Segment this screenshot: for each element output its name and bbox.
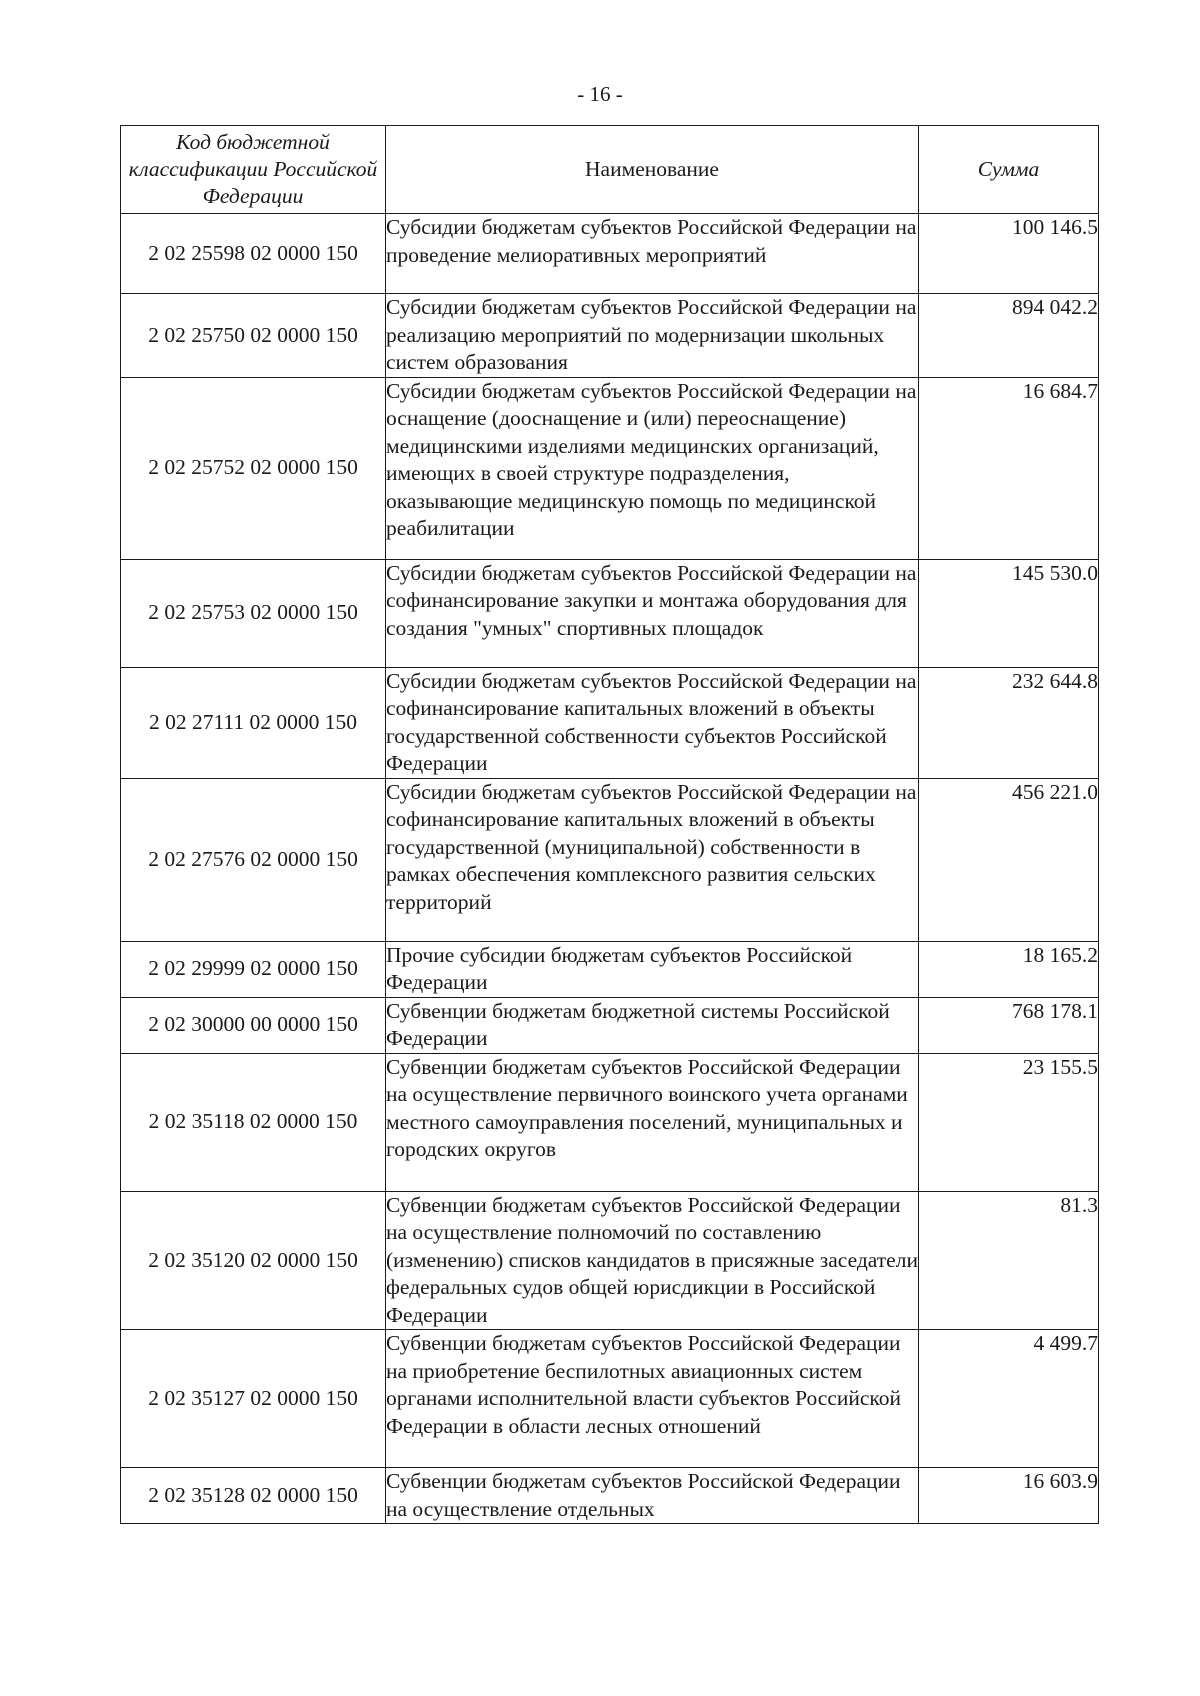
row-sum: 81.3 — [919, 1191, 1099, 1330]
row-name: Субвенции бюджетам субъектов Российской Федерации на осуществление первичного воинского учета органами местного самоуправления поселений, муниципальных и городских округов — [386, 1053, 919, 1191]
row-sum: 894 042.2 — [919, 294, 1099, 378]
row-name: Субсидии бюджетам субъектов Российской Федерации на софинансирование капитальных вложений в объекты государственной (муниципальной) собственности в рамках обеспечения комплексного развития сельских территорий — [386, 778, 919, 941]
row-name: Субвенции бюджетам субъектов Российской Федерации на осуществление отдельных — [386, 1468, 919, 1524]
table-row — [121, 997, 1099, 1053]
row-code: 2 02 25753 02 0000 150 — [121, 559, 386, 667]
row-sum: 232 644.8 — [919, 667, 1099, 778]
header-sum: Сумма — [919, 126, 1099, 214]
row-sum: 100 146.5 — [919, 214, 1099, 294]
page-number: - 16 - — [577, 82, 623, 106]
table-header-row — [121, 126, 1099, 214]
row-sum: 456 221.0 — [919, 778, 1099, 941]
row-code: 2 02 25750 02 0000 150 — [121, 294, 386, 378]
table-row — [121, 1053, 1099, 1191]
row-code: 2 02 30000 00 0000 150 — [121, 997, 386, 1053]
row-code: 2 02 35127 02 0000 150 — [121, 1330, 386, 1468]
row-code: 2 02 27111 02 0000 150 — [121, 667, 386, 778]
row-sum: 18 165.2 — [919, 941, 1099, 997]
row-sum: 4 499.7 — [919, 1330, 1099, 1468]
row-name: Субсидии бюджетам субъектов Российской Федерации на проведение мелиоративных мероприятий — [386, 214, 919, 294]
row-name: Прочие субсидии бюджетам субъектов Российской Федерации — [386, 941, 919, 997]
row-name: Субсидии бюджетам субъектов Российской Федерации на софинансирование капитальных вложений в объекты государственной собственности субъектов Российской Федерации — [386, 667, 919, 778]
budget-table — [120, 125, 1099, 1524]
table-row — [121, 294, 1099, 378]
row-code: 2 02 35120 02 0000 150 — [121, 1191, 386, 1330]
row-sum: 145 530.0 — [919, 559, 1099, 667]
table-row — [121, 1468, 1099, 1524]
table-row — [121, 941, 1099, 997]
table-row — [121, 667, 1099, 778]
table-row — [121, 377, 1099, 559]
header-code: Код бюджетной классификации Российской Федерации — [121, 126, 386, 214]
row-sum: 23 155.5 — [919, 1053, 1099, 1191]
row-code: 2 02 25752 02 0000 150 — [121, 377, 386, 559]
row-code: 2 02 27576 02 0000 150 — [121, 778, 386, 941]
row-code: 2 02 35128 02 0000 150 — [121, 1468, 386, 1524]
row-sum: 16 684.7 — [919, 377, 1099, 559]
row-sum: 16 603.9 — [919, 1468, 1099, 1524]
row-name: Субвенции бюджетам бюджетной системы Российской Федерации — [386, 997, 919, 1053]
row-code: 2 02 29999 02 0000 150 — [121, 941, 386, 997]
row-name: Субвенции бюджетам субъектов Российской Федерации на приобретение беспилотных авиационных систем органами исполнительной власти субъектов Российской Федерации в области лесных отношений — [386, 1330, 919, 1468]
table-row — [121, 214, 1099, 294]
row-sum: 768 178.1 — [919, 997, 1099, 1053]
row-name: Субсидии бюджетам субъектов Российской Федерации на софинансирование закупки и монтажа оборудования для создания "умных" спортивных площадок — [386, 559, 919, 667]
row-name: Субсидии бюджетам субъектов Российской Федерации на оснащение (дооснащение и (или) переоснащение) медицинскими изделиями медицинских организаций, имеющих в своей структуре подразделения, оказывающие медицинскую помощь по медицинской реабилитации — [386, 377, 919, 559]
table-row — [121, 559, 1099, 667]
table-row — [121, 1330, 1099, 1468]
header-name: Наименование — [386, 126, 919, 214]
row-name: Субвенции бюджетам субъектов Российской Федерации на осуществление полномочий по составлению (изменению) списков кандидатов в присяжные заседатели федеральных судов общей юрисдикции в Российской Федерации — [386, 1191, 919, 1330]
row-name: Субсидии бюджетам субъектов Российской Федерации на реализацию мероприятий по модернизации школьных систем образования — [386, 294, 919, 378]
table-row — [121, 778, 1099, 941]
row-code: 2 02 25598 02 0000 150 — [121, 214, 386, 294]
table-row — [121, 1191, 1099, 1330]
row-code: 2 02 35118 02 0000 150 — [121, 1053, 386, 1191]
